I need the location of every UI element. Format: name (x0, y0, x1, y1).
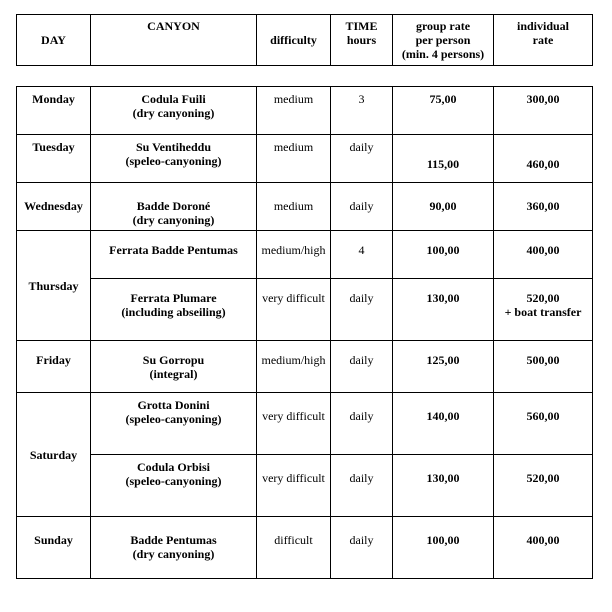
time-cell: 4 (331, 231, 393, 279)
table-row (17, 279, 593, 341)
table-row (17, 517, 593, 579)
individual-rate-cell (494, 279, 593, 341)
canyon-cell (91, 279, 257, 341)
difficulty-cell: very difficult (257, 279, 331, 341)
canyon-name: Codula Orbisi (136, 460, 211, 474)
individual-rate-note: + boat transfer (504, 305, 582, 319)
canyon-type: (speleo-canyoning) (125, 412, 222, 426)
canyon-name: Codula Fuili (141, 92, 206, 106)
time-cell: daily (331, 341, 393, 393)
canyon-name: Ferrata Plumare (130, 291, 217, 305)
canyon-type: (speleo-canyoning) (125, 474, 222, 488)
canyon-name: Grotta Donini (137, 398, 210, 412)
difficulty-cell: medium (257, 183, 331, 231)
difficulty-cell: medium (257, 87, 331, 135)
header-individual-line2: rate (532, 33, 554, 47)
header-individual-rate (494, 15, 593, 66)
individual-rate-cell: 360,00 (494, 183, 593, 231)
header-time-line2: hours (346, 33, 377, 47)
canyon-cell (91, 135, 257, 183)
group-rate-cell: 130,00 (393, 455, 494, 517)
header-table (16, 14, 593, 66)
canyon-cell (91, 183, 257, 231)
table-row (17, 341, 593, 393)
canyon-cell (91, 455, 257, 517)
individual-rate-cell: 520,00 (494, 455, 593, 517)
difficulty-cell: difficult (257, 517, 331, 579)
canyon-cell (91, 87, 257, 135)
group-rate-cell: 90,00 (393, 183, 494, 231)
time-cell: 3 (331, 87, 393, 135)
difficulty-cell: very difficult (257, 393, 331, 455)
individual-rate-cell: 300,00 (494, 87, 593, 135)
group-rate-cell: 100,00 (393, 517, 494, 579)
canyon-type: (including abseiling) (121, 305, 226, 319)
header-difficulty: difficulty (257, 15, 331, 66)
difficulty-cell: medium/high (257, 231, 331, 279)
group-rate-cell: 140,00 (393, 393, 494, 455)
canyon-cell (91, 341, 257, 393)
header-group-line2: per person (415, 33, 471, 47)
canyon-name: Badde Pentumas (130, 533, 217, 547)
header-day: DAY (17, 15, 91, 66)
canyon-name: Su Gorropu (142, 353, 205, 367)
canyon-type: (dry canyoning) (132, 106, 215, 120)
difficulty-cell: medium/high (257, 341, 331, 393)
header-individual-line1: individual (516, 19, 570, 33)
day-cell: Saturday (17, 393, 91, 517)
canyon-type: (dry canyoning) (132, 547, 215, 561)
time-cell: daily (331, 135, 393, 183)
canyon-name: Ferrata Badde Pentumas (109, 243, 238, 257)
header-time-line1: TIME (345, 19, 378, 33)
time-cell: daily (331, 279, 393, 341)
schedule-table (16, 86, 593, 579)
table-row (17, 183, 593, 231)
header-group-line1: group rate (415, 19, 471, 33)
day-cell: Thursday (17, 231, 91, 341)
individual-rate-cell: 400,00 (494, 231, 593, 279)
individual-rate: 520,00 (526, 291, 560, 305)
group-rate-cell: 115,00 (393, 135, 494, 183)
header-canyon: CANYON (91, 15, 257, 66)
individual-rate-cell: 500,00 (494, 341, 593, 393)
difficulty-cell: very difficult (257, 455, 331, 517)
table-row (17, 135, 593, 183)
table-row (17, 87, 593, 135)
canyon-type: (dry canyoning) (132, 213, 215, 227)
individual-rate-cell: 400,00 (494, 517, 593, 579)
time-cell: daily (331, 455, 393, 517)
header-group-rate (393, 15, 494, 66)
table-row (17, 393, 593, 455)
canyon-cell (91, 393, 257, 455)
individual-rate-cell: 460,00 (494, 135, 593, 183)
canyon-name: Su Ventiheddu (135, 140, 212, 154)
canyon-type: (integral) (149, 367, 198, 381)
header-time (331, 15, 393, 66)
group-rate-cell: 130,00 (393, 279, 494, 341)
group-rate-cell: 75,00 (393, 87, 494, 135)
header-row (17, 15, 593, 66)
canyon-cell (91, 231, 257, 279)
canyon-name: Badde Doroné (136, 199, 211, 213)
day-cell: Sunday (17, 517, 91, 579)
time-cell: daily (331, 517, 393, 579)
time-cell: daily (331, 183, 393, 231)
individual-rate-cell: 560,00 (494, 393, 593, 455)
group-rate-cell: 100,00 (393, 231, 494, 279)
day-cell: Friday (17, 341, 91, 393)
group-rate-cell: 125,00 (393, 341, 494, 393)
canyon-type: (speleo-canyoning) (125, 154, 222, 168)
day-cell: Wednesday (17, 183, 91, 231)
table-row (17, 231, 593, 279)
difficulty-cell: medium (257, 135, 331, 183)
day-cell: Monday (17, 87, 91, 135)
table-row (17, 455, 593, 517)
day-cell: Tuesday (17, 135, 91, 183)
header-group-line3: (min. 4 persons) (401, 47, 485, 61)
canyon-cell (91, 517, 257, 579)
time-cell: daily (331, 393, 393, 455)
